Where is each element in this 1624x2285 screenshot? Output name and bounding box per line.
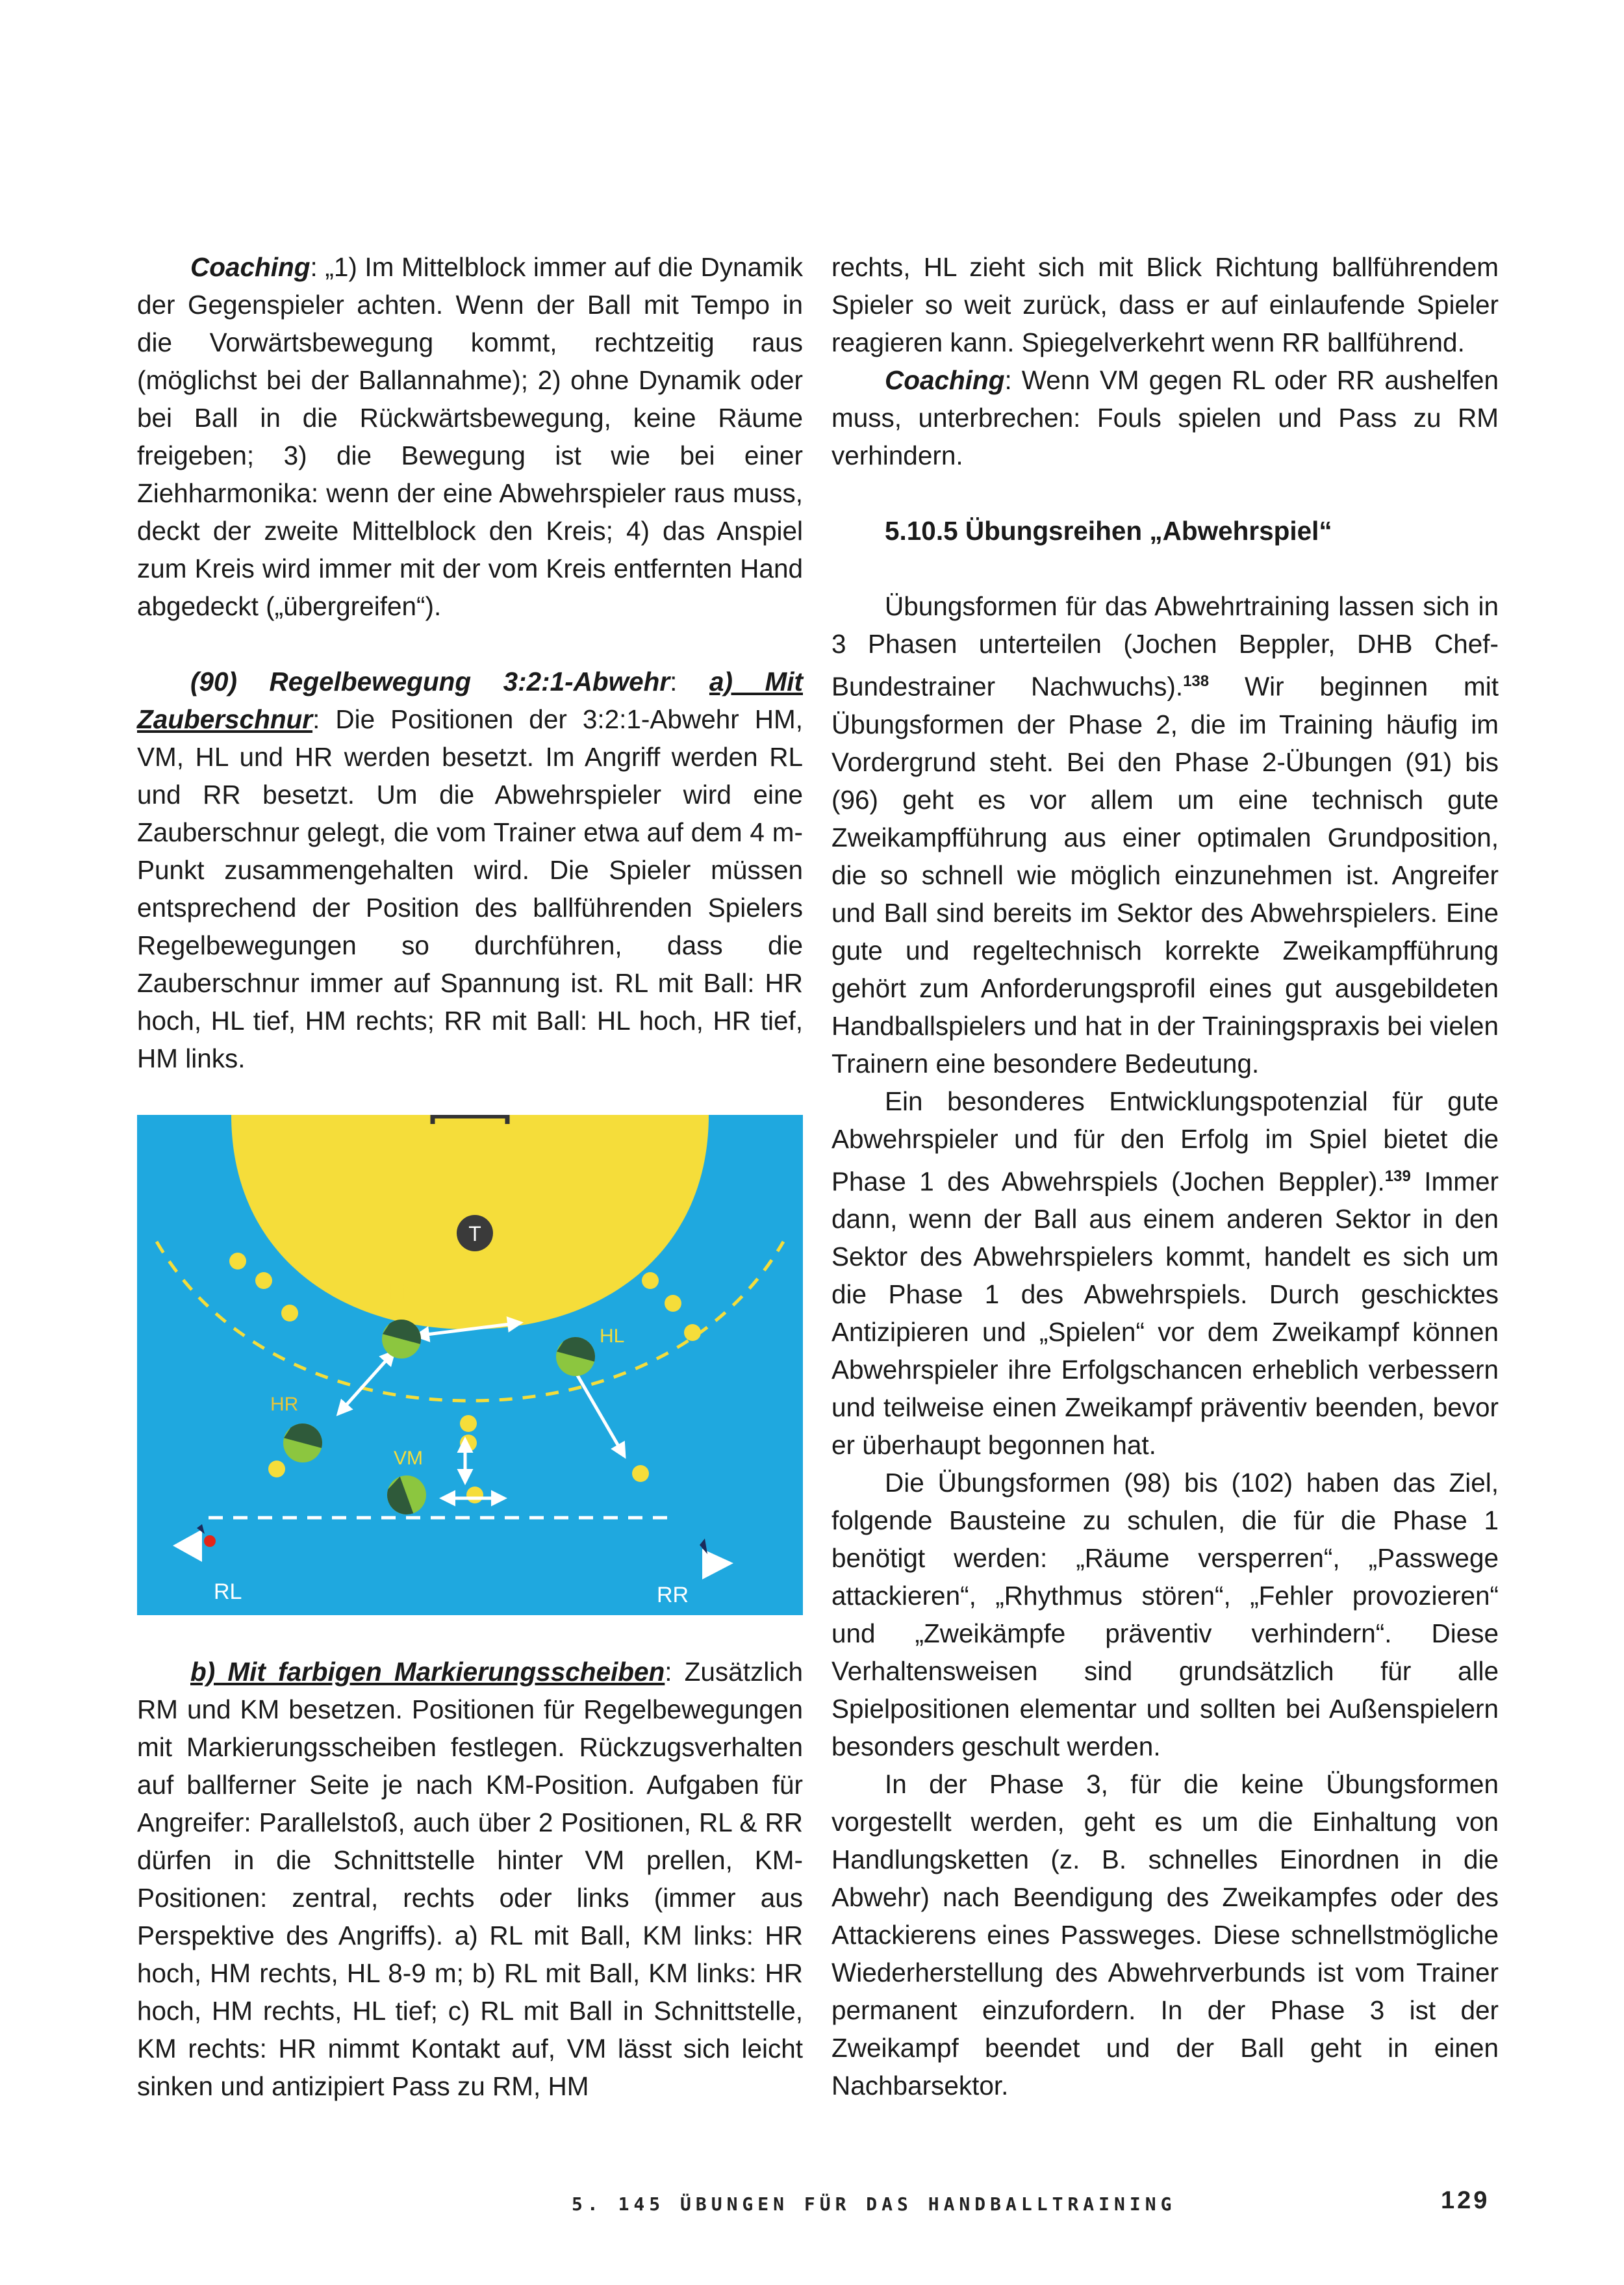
phases-text-b: Wir beginnen mit Übungsformen der Phase 2, die im Training häufig im Vordergrund steht. Bei den Phase 2-Übungen (91) bis (96) geht es vor allem um eine technisch gute Zweikampfführung aus einer optimalen Grundposition, die so schnell wie möglich einzunehmen ist. Angreifer und Ball sind bereits im Sektor des Abwehrspielers. Eine gute und regeltechnisch korrekte Zweikampfführung gehört zum Anforderungsprofil eines gut ausgebildeten Handballspielers und hat in der Trainingspraxis bei vielen Trainern eine besondere Bedeutung.: [831, 671, 1499, 1079]
marker: [535, 1266, 552, 1283]
exercise-90-variant-a: a) Mit Zauberschnur: [137, 667, 803, 734]
exercise-90b-paragraph: [137, 1653, 803, 2105]
exercise-90b-text: : Zusätzlich RM und KM besetzen. Positionen für Regelbewegungen mit Markierungsscheiben festlegen. Rückzugsverhalten auf ballferner Seite je nach KM-Position. Aufgaben für Angreifer: Parallelstoß, auch über 2 Positionen, RL & RR dürfen in die Schnittstelle hinter VM prellen, KM-Positionen: zentral, rechts oder links (immer aus Perspektive des Angriffs). a) RL mit Ball, KM links: HR hoch, HM rechts, HL 8-9 m; b) RL mit Ball, KM links: HR hoch, HM rechts, HL tief; c) RL mit Ball in Schnittstelle, KM rechts: HR nimmt Kontakt auf, VM lässt sich leicht sinken und antizipiert Pass zu RM, HM: [137, 1657, 803, 2101]
running-footer: 5. 145 ÜBUNGEN FÜR DAS HANDBALLTRAINING: [572, 2193, 1176, 2215]
phase1-text-b: Immer dann, wenn der Ball aus einem anderen Sektor in den Sektor des Abwehrspielers kommt, handelt es sich um die Phase 1 des Abwehrspiels. Durch geschicktes Antizipieren und „Spielen“ vor dem Zweikampf können Abwehrspieler ihre Erfolgschancen erheblich verbessern und teilweise einen Zweikampf präventiv beenden, bevor er überhaupt begonnen hat.: [831, 1166, 1499, 1460]
exercise-90-title: (90) Regelbewegung 3:2:1-Abwehr: [190, 667, 670, 696]
footnote-138: 138: [1183, 672, 1210, 690]
coaching-paragraph: [137, 248, 803, 625]
marker: [466, 1487, 483, 1503]
label-hm: HM: [387, 1280, 420, 1303]
phases-paragraph: [831, 587, 1499, 1082]
phase1-paragraph: [831, 1082, 1499, 1464]
label-rr: RR: [657, 1583, 689, 1607]
label-hl: HL: [600, 1325, 625, 1347]
court-diagram: [137, 1115, 803, 1615]
marker: [229, 1253, 246, 1270]
marker: [460, 1415, 477, 1432]
marker: [632, 1465, 649, 1482]
label-vm: VM: [394, 1448, 423, 1469]
exercise-90-text: : Die Positionen der 3:2:1-Abwehr HM, VM, HL und HR werden besetzt. Im Angriff werden RL und RR besetzt. Um die Abwehrspieler wird eine Zauberschnur gelegt, die vom Trainer etwa auf dem 4 m-Punkt zusammengehalten wird. Die Spieler müssen entsprechend der Position des ballführenden Spielers Regelbewegungen so durchführen, dass die Zauberschnur immer auf Spannung ist. RL mit Ball: HR hoch, HL tief, HM rechts; RR mit Ball: HL hoch, HR tief, HM links.: [137, 704, 803, 1073]
page-number: 129: [1441, 2187, 1490, 2214]
marker: [642, 1272, 659, 1289]
marker: [268, 1461, 285, 1477]
marker: [564, 1285, 581, 1302]
coaching-label-2: Coaching: [885, 365, 1005, 395]
marker: [255, 1272, 272, 1289]
exercise-90-paragraph: [137, 663, 803, 1077]
marker: [460, 1435, 477, 1451]
marker: [665, 1295, 681, 1312]
label-rl: RL: [214, 1579, 242, 1604]
marker: [684, 1324, 701, 1341]
exercise-90-colon: :: [670, 667, 709, 696]
right-column: [831, 248, 1499, 2104]
trainer-label: T: [468, 1222, 481, 1245]
coaching-label: Coaching: [190, 252, 311, 282]
continuation-paragraph: rechts, HL zieht sich mit Blick Richtung ballführendem Spieler so weit zurück, dass er auf einlaufende Spieler reagieren kann. Spiegelverkehrt wenn RR ballführend.: [831, 252, 1499, 357]
coaching-text-2: : Wenn VM gegen RL oder RR aushelfen muss, unterbrechen: Fouls spielen und Pass zu RM verhindern.: [831, 365, 1499, 470]
exercise-90-variant-b: b) Mit farbigen Markierungsscheiben: [190, 1657, 665, 1687]
left-column: [137, 248, 803, 2105]
coaching-paragraph-2: [831, 361, 1499, 474]
court-diagram-svg: [137, 1115, 803, 1615]
footnote-139: 139: [1384, 1167, 1411, 1185]
exercises-98-102-paragraph: Die Übungsformen (98) bis (102) haben das Ziel, folgende Bausteine zu schulen, die für die Phase 1 benötigt werden: „Räume versperren“, „Passwege attackieren“, „Rhythmus stören“, „Fehler provozieren“ und „Zweikämpfe präventiv verhindern“. Diese Verhaltensweisen sind grundsätzlich für alle Spielpositionen elementar und sollten bei Außenspielern besonders geschult werden.: [831, 1468, 1499, 1761]
label-hr: HR: [270, 1394, 299, 1415]
phases-text-a: Übungsformen für das Abwehrtraining lassen sich in 3 Phasen unterteilen (Jochen Beppler, DHB Chef-Bundestrainer Nachwuchs).: [831, 591, 1499, 702]
section-heading: 5.10.5 Übungsreihen „Abwehrspiel“: [885, 516, 1332, 546]
marker: [281, 1305, 298, 1321]
coaching-text: : „1) Im Mittelblock immer auf die Dynamik der Gegenspieler achten. Wenn der Ball mit Tempo in die Vorwärtsbewegung kommt, rechtzeitig raus (möglichst bei der Ballannahme); 2) ohne Dynamik oder bei Ball in die Rückwärtsbewegung, keine Räume freigeben; 3) die Bewegung ist wie bei einer Ziehharmonika: wenn der eine Abwehrspieler raus muss, deckt der zweite Mittelblock den Kreis; 4) das Anspiel zum Kreis wird immer mit der vom Kreis entfernten Hand abgedeckt („übergreifen“).: [137, 252, 803, 621]
ball: [204, 1535, 216, 1547]
phase3-paragraph: In der Phase 3, für die keine Übungsformen vorgestellt werden, geht es um die Einhaltung von Handlungsketten (z. B. schnelles Einordnen in die Abwehr) nach Beendigung des Zweikampfes oder des Attackierens eines Passweges. Diese schnellstmögliche Wiederherstellung des Abwehrverbunds ist vom Trainer permanent einzufordern. In der Phase 3 ist der Zweikampf beendet und der Ball geht in einen Nachbarsektor.: [831, 1769, 1499, 2100]
phase1-text-a: Ein besonderes Entwicklungspotenzial für gute Abwehrspieler und für den Erfolg im Spiel bietet die Phase 1 des Abwehrspiels (Jochen Beppler).: [831, 1086, 1499, 1196]
